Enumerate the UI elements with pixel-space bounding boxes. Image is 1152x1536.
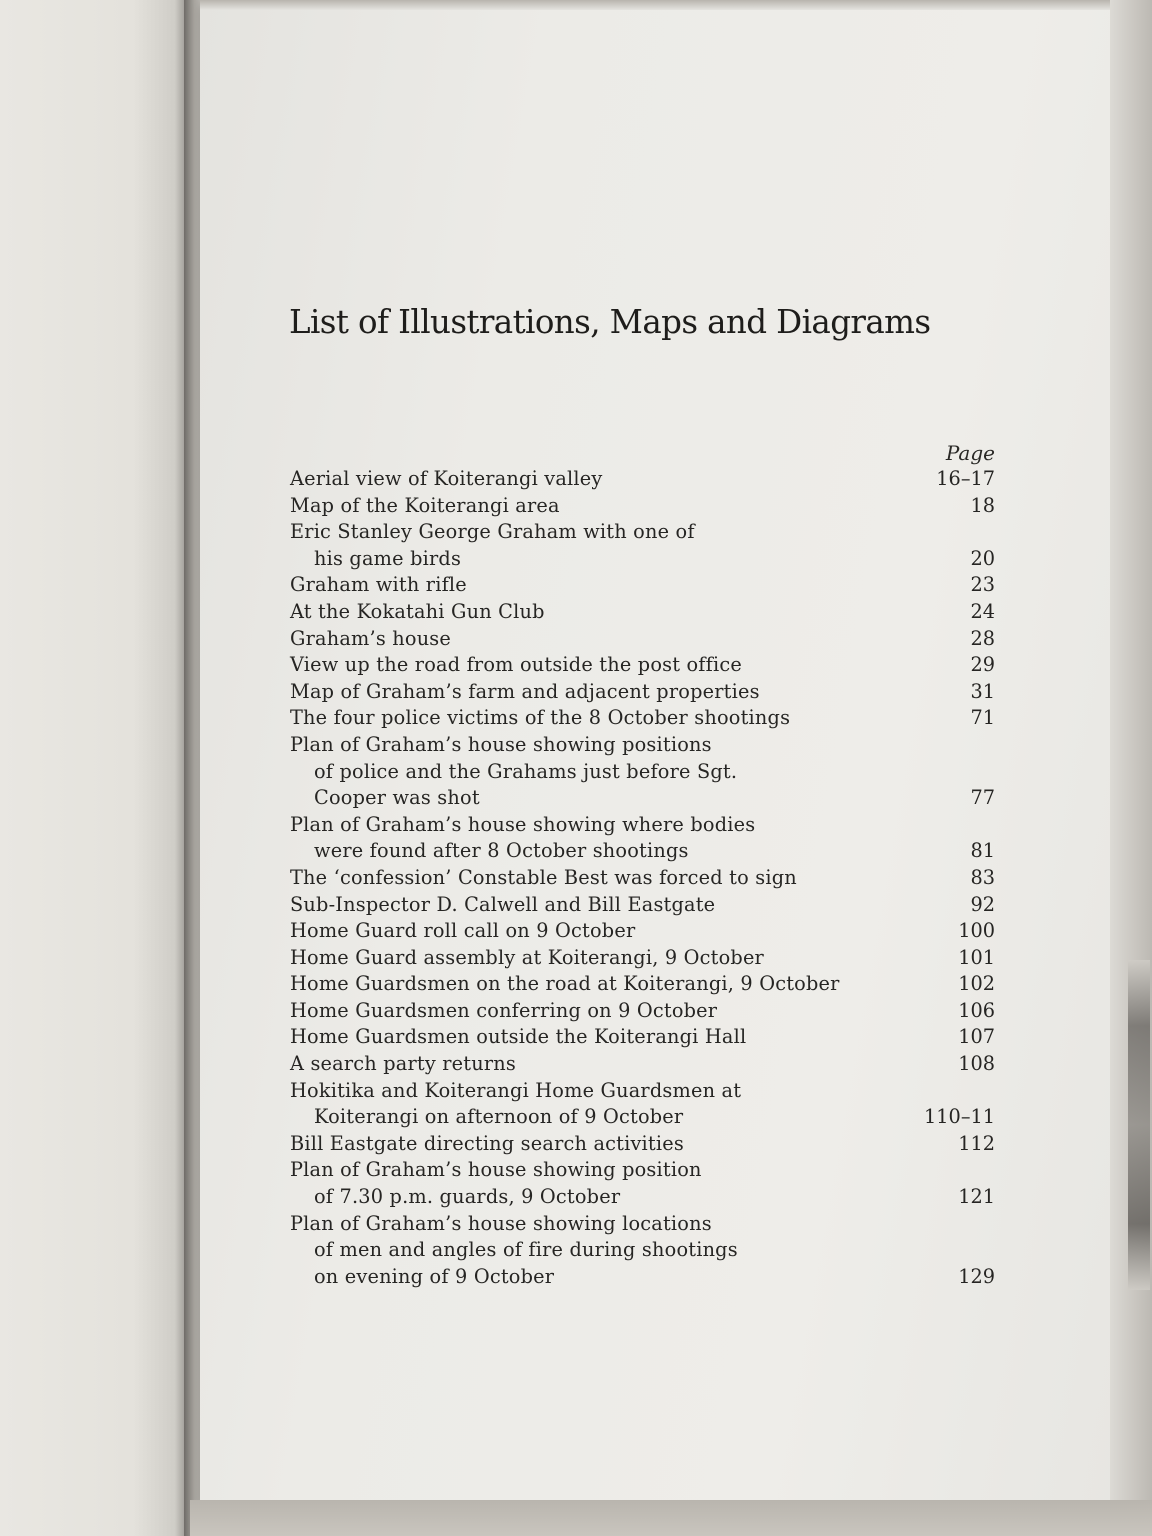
- list-item: [290, 705, 995, 732]
- entry-caption: Home Guard assembly at Koiterangi, 9 October: [290, 945, 764, 969]
- entry-caption-continued: of men and angles of fire during shootings: [314, 1238, 738, 1262]
- list-item: [290, 971, 995, 998]
- illustrations-list: [290, 466, 995, 1290]
- entry-caption: Home Guardsmen outside the Koiterangi Hall: [290, 1025, 747, 1049]
- entry-caption: Graham with rifle: [290, 573, 467, 597]
- entry-caption-continued: Koiterangi on afternoon of 9 October: [314, 1105, 684, 1129]
- entry-caption: Plan of Graham’s house showing position: [290, 1158, 702, 1182]
- page-edge-shadow: [1128, 960, 1150, 1290]
- list-item: [290, 466, 995, 493]
- entry-page-number: 129: [958, 1264, 995, 1288]
- entry-caption: Aerial view of Koiterangi valley: [290, 467, 603, 490]
- entry-page-number: 31: [970, 679, 995, 703]
- entry-caption-continued: on evening of 9 October: [314, 1264, 555, 1288]
- entry-page-number: 20: [970, 546, 995, 570]
- entry-caption: Plan of Graham’s house showing where bodies: [290, 812, 756, 836]
- list-item: [290, 945, 995, 972]
- entry-caption-continued: of 7.30 p.m. guards, 9 October: [314, 1185, 621, 1209]
- entry-caption-continued: Cooper was shot: [314, 786, 480, 810]
- page-title: List of Illustrations, Maps and Diagrams: [289, 303, 931, 341]
- entry-caption: Plan of Graham’s house showing locations: [290, 1211, 712, 1235]
- entry-page-number: 28: [970, 626, 995, 650]
- list-item: [290, 918, 995, 945]
- entry-caption-continued: his game birds: [314, 546, 462, 570]
- entry-page-number: 100: [958, 919, 995, 943]
- entry-page-number: 101: [958, 945, 995, 969]
- entry-caption: Sub-Inspector D. Calwell and Bill Eastgate: [290, 892, 716, 916]
- entry-page-number: 29: [970, 653, 995, 677]
- entry-page-number: 18: [970, 493, 995, 517]
- entry-caption: Plan of Graham’s house showing positions: [290, 732, 712, 756]
- entry-page-number: 77: [970, 786, 995, 810]
- list-item: [290, 652, 995, 679]
- entry-caption: A search party returns: [290, 1052, 516, 1076]
- page-top-edge: [200, 0, 1118, 10]
- list-item: [290, 1157, 995, 1210]
- entry-page-number: 121: [958, 1185, 995, 1209]
- entry-page-number: 71: [970, 706, 995, 730]
- entry-caption: The ‘confession’ Constable Best was forced to sign: [290, 865, 797, 889]
- list-item: [290, 626, 995, 653]
- list-item: [290, 679, 995, 706]
- entry-caption: Map of Graham’s farm and adjacent properties: [290, 679, 760, 703]
- entry-caption: Home Guardsmen conferring on 9 October: [290, 998, 718, 1022]
- list-item: [290, 572, 995, 599]
- list-item: [290, 865, 995, 892]
- list-item: [290, 812, 995, 865]
- entry-page-number: 112: [958, 1131, 995, 1155]
- entry-page-number: 110–11: [924, 1105, 995, 1129]
- entry-caption-continued: were found after 8 October shootings: [314, 839, 689, 863]
- entry-page-number: 24: [970, 599, 995, 623]
- entry-page-number: 92: [970, 892, 995, 916]
- page-column-header: Page: [945, 441, 995, 465]
- entry-page-number: 106: [958, 998, 995, 1022]
- entry-page-number: 23: [970, 573, 995, 597]
- list-item: [290, 1131, 995, 1158]
- entry-caption: Home Guard roll call on 9 October: [290, 919, 636, 943]
- entry-caption-continued: of police and the Grahams just before Sgt.: [314, 759, 738, 783]
- entry-page-number: 81: [970, 839, 995, 863]
- entry-caption: Hokitika and Koiterangi Home Guardsmen at: [290, 1078, 742, 1102]
- entry-caption: Bill Eastgate directing search activities: [290, 1131, 684, 1155]
- entry-page-number: 108: [958, 1052, 995, 1076]
- list-item: [290, 1024, 995, 1051]
- list-item: [290, 1051, 995, 1078]
- entry-caption: The four police victims of the 8 October shootings: [290, 706, 791, 730]
- list-item: [290, 519, 995, 572]
- entry-caption: Graham’s house: [290, 626, 452, 650]
- entry-page-number: 107: [958, 1025, 995, 1049]
- entry-page-number: 16–17: [936, 467, 995, 490]
- entry-page-number: 102: [958, 972, 995, 996]
- list-item: [290, 892, 995, 919]
- entry-caption: Map of the Koiterangi area: [290, 493, 560, 517]
- entry-caption: Home Guardsmen on the road at Koiterangi, 9 October: [290, 972, 840, 996]
- entry-caption: At the Kokatahi Gun Club: [290, 599, 545, 623]
- list-item: [290, 1211, 995, 1291]
- list-item: [290, 1078, 995, 1131]
- entry-page-number: 83: [970, 865, 995, 889]
- list-item: [290, 732, 995, 812]
- entry-caption: Eric Stanley George Graham with one of: [290, 520, 695, 544]
- page-bottom-edge: [190, 1500, 1152, 1536]
- list-item: [290, 599, 995, 626]
- list-item: [290, 998, 995, 1025]
- entry-caption: View up the road from outside the post office: [290, 653, 742, 677]
- left-facing-page: [0, 0, 190, 1536]
- list-item: [290, 493, 995, 520]
